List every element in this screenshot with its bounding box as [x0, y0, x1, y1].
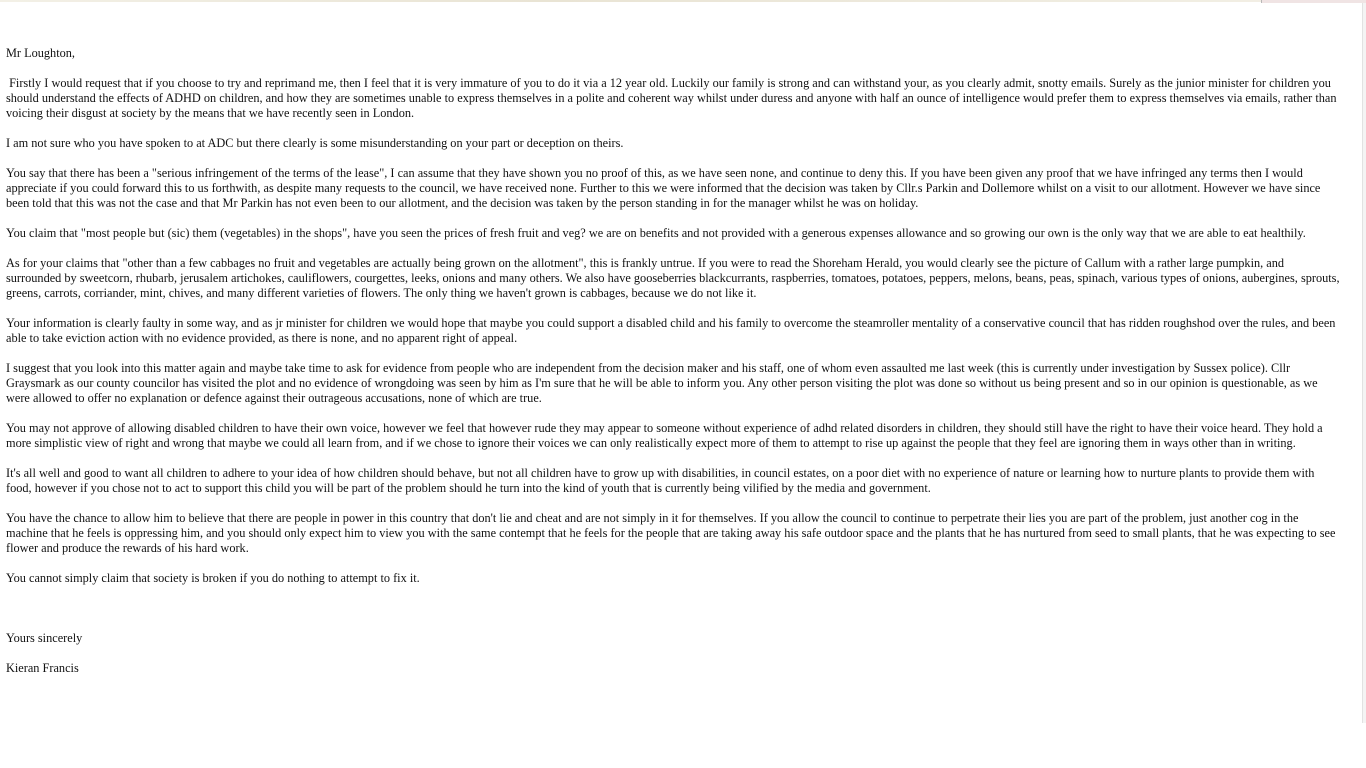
letter-paragraph: As for your claims that "other than a few cabbages no fruit and vegetables are actually being grown on the allotment", this is frankly untrue. If you were to read the Shoreham Herald, you would clearly see the picture of Callum with a rather large pumpkin, and surrounded by sweetcorn, rhubarb, jerusalem artichokes, cauliflowers, courgettes, leeks, onions and many others. We also have gooseberries blackcurrants, raspberries, tomatoes, potatoes, peppers, melons, beans, peas, spinach, various types of onions, aubergines, sprouts, greens, carrots, corriander, mint, chives, and many different varieties of flowers. The only thing we haven't grown is cabbages, because we do not like it.: [6, 256, 1340, 300]
letter-paragraph: You claim that "most people but (sic) them (vegetables) in the shops", have you seen the prices of fresh fruit and veg? we are on benefits and not provided with a generous expenses allowance and so growing our own is the only way that we are able to eat healthily.: [6, 226, 1306, 240]
window-top-border: [0, 0, 1366, 2]
letter-paragraph: You have the chance to allow him to believe that there are people in power in this country that don't lie and cheat and are not simply in it for themselves. If you allow the council to continue to perpetrate their lies you are part of the problem, just another cog in the machine that he feels is oppressing him, and you should only expect him to view you with the same contempt that he feels for the people that are taking away his safe outdoor space and the plants that he has nurtured from seed to small plants, that he was expecting to see flower and produce the rewards of his hard work.: [6, 511, 1336, 555]
letter-paragraph: Your information is clearly faulty in some way, and as jr minister for children we would hope that maybe you could support a disabled child and his family to overcome the steamroller mentality of a conservative council that has ridden roughshod over the rules, and been able to take eviction action with no evidence provided, as there is none, and no apparent right of appeal.: [6, 316, 1336, 345]
letter-paragraph: You cannot simply claim that society is broken if you do nothing to attempt to fix it.: [6, 571, 420, 585]
blank-spacing: [6, 601, 1340, 631]
letter-paragraph: It's all well and good to want all children to adhere to your idea of how children should behave, but not all children have to grow up with disabilities, in council estates, on a poor diet with no experience of nature or learning how to nurture plants to provide them with food, however if you chose not to act to support this child you will be part of the problem should he turn into the kind of youth that is currently being vilified by the media and government.: [6, 466, 1315, 495]
letter-salutation: Mr Loughton,: [6, 46, 75, 60]
letter-paragraph: Firstly I would request that if you choose to try and reprimand me, then I feel that it is very immature of you to do it via a 12 year old. Luckily our family is strong and can withstand your, as you clearly admit, snotty emails. Surely as the junior minister for children you should understand the effects of ADHD on children, and how they are sometimes unable to express themselves in a polite and coherent way whilst under duress and anyone with half an ounce of intelligence would prefer them to express themselves via emails, rather than voicing their disgust at society by the means that we have recently seen in London.: [6, 76, 1340, 120]
window-corner-control: [1261, 0, 1366, 3]
letter-paragraph: I am not sure who you have spoken to at ADC but there clearly is some misunderstanding on your part or deception on theirs.: [6, 136, 624, 150]
scrollbar-edge[interactable]: [1362, 3, 1366, 723]
letter-paragraph: I suggest that you look into this matter again and maybe take time to ask for evidence from people who are independent from the decision maker and his staff, one of whom even assaulted me last week (this is currently under investigation by Sussex police). Cllr Graysmark as our county councilor has visited the plot and no evidence of wrongdoing was seen by him as I'm sure that he will be able to inform you. Any other person visiting the plot was done so without us being present and so in our opinion is questionable, as we were allowed to offer no explanation or defence against their outrageous accusations, none of which are true.: [6, 361, 1318, 405]
letter-closing: Yours sincerely: [6, 631, 83, 645]
letter-body: [6, 46, 1340, 761]
letter-signature: Kieran Francis: [6, 661, 79, 675]
letter-paragraph: You may not approve of allowing disabled children to have their own voice, however we feel that however rude they may appear to someone without experience of adhd related disorders in children, they should still have the right to have their voice heard. They hold a more simplistic view of right and wrong that maybe we could all learn from, and if we chose to ignore their voices we can only realistically expect more of them to attempt to rise up against the people that they feel are ignoring them in ways other than in writing.: [6, 421, 1323, 450]
letter-paragraph: You say that there has been a "serious infringement of the terms of the lease", I can assume that they have shown you no proof of this, as we have seen none, and continue to deny this. If you have been given any proof that we have infringed any terms then I would appreciate if you could forward this to us forthwith, as despite many requests to the council, we have received none. Further to this we were informed that the decision was taken by Cllr.s Parkin and Dollemore whilst on a visit to our allotment. However we have since been told that this was not the case and that Mr Parkin has not even been to our allotment, and the decision was taken by the person standing in for the manager whilst he was on holiday.: [6, 166, 1321, 210]
